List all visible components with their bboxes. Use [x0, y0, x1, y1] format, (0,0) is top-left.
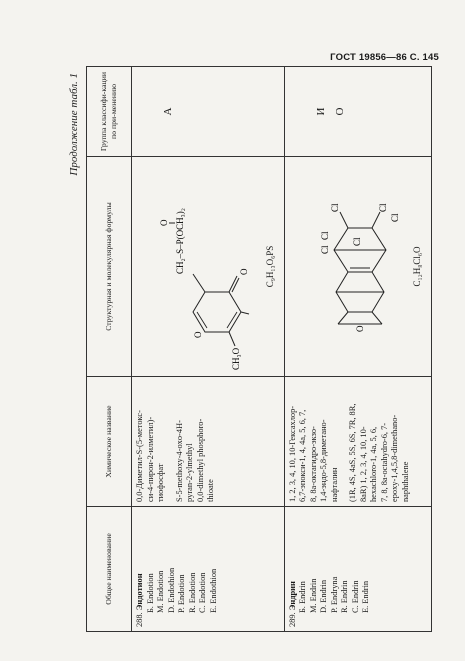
formula-cell	[284, 157, 431, 377]
col-common-name: Общее наименование	[87, 507, 132, 632]
rotated-table-page	[68, 67, 436, 632]
chlorine-4: Cl	[351, 237, 362, 246]
row-title: 288. Эндотион	[135, 573, 144, 627]
name-m: М. Endrin	[308, 578, 318, 613]
name-by: Б. Endotion	[145, 573, 155, 613]
chlorine-3: Cl	[329, 203, 340, 212]
name-r: R. Endrin	[340, 580, 350, 613]
name-d: D. Endrin	[319, 579, 329, 613]
molecular-formula: C₉H₁₃O₆PS	[264, 245, 275, 288]
name-c: C. Endrin	[350, 580, 360, 613]
name-e: E. Endothion	[208, 568, 218, 613]
col-group: Группа классифи-кации по при-менению	[87, 67, 132, 157]
epoxide-oxygen: O	[354, 325, 365, 332]
name-c: C. Endotion	[198, 572, 207, 613]
row-title: 289. Эндрин	[287, 581, 297, 627]
page-header: ГОСТ 19856—86 С. 145	[330, 52, 439, 63]
carbonyl-oxygen: O	[239, 268, 249, 275]
common-name-cell	[284, 507, 431, 632]
chlorine-5: Cl	[377, 203, 388, 212]
endrin-structure	[288, 162, 403, 372]
name-p: P. Endryna	[329, 576, 339, 613]
common-name-cell	[132, 507, 285, 632]
name-e: E. Endrin	[361, 580, 371, 613]
table-row	[284, 67, 431, 632]
name-by: Б. Endrin	[298, 581, 308, 613]
group-cell: И О	[284, 67, 431, 157]
table-header-row	[87, 67, 132, 632]
group-cell: А	[132, 67, 285, 157]
chemical-name-cell: 1, 2, 3, 4, 10, 10-Гексахлор- 6,7-эпокси-1, 4, 4a, 5, 6, 7, 8, 8a-октагидро-экзо- 1,4-эндо-5,8-диметано- нафталин (1R, 4S, 4aS, 5S, 6S, 7R, 8R, 8aR) 1, 2, 3, 4, 10, 10- hexachloro-1, 4a, 5, 6, 7, 8, 8a-octahydro-6, 7- epoxy-1,4,5,8-dimethano- naphthalene	[284, 377, 431, 507]
table-row	[132, 67, 285, 632]
chlorine-2: Cl	[319, 231, 330, 240]
methoxy-group: CH₃O	[231, 347, 241, 370]
col-formula: Структурная и молекулярная формулы	[87, 157, 132, 377]
name-m: М. Endotion	[156, 570, 165, 613]
name-r: R. Endotion	[187, 572, 197, 613]
chlorine-6: Cl	[389, 213, 400, 222]
ch2-group: CH₂–S–P(OCH₃)₂	[175, 208, 185, 274]
endothion-structure	[135, 162, 255, 372]
name-p: P. Endotion	[177, 574, 186, 613]
phosphoryl-oxygen: O	[159, 219, 169, 226]
substances-table	[86, 66, 432, 632]
name-d: D. Endothion	[166, 567, 176, 613]
ring-oxygen: O	[193, 331, 203, 338]
chemical-name-cell: 0,0-Диметил-S-(5-метокс- си-4-пирон-2-илметил)- тиофосфат S-5-methoxy-4-oxo-4H- pyran-2-ylmethyl 0,0-dimethyl phosphoro- thioate	[132, 377, 285, 507]
col-chemical-name: Химическое название	[87, 377, 132, 507]
chlorine-1: Cl	[319, 245, 330, 254]
formula-cell	[132, 157, 285, 377]
table-continuation-label: Продолжение табл. 1	[68, 73, 80, 176]
molecular-formula: C₁₂H₈Cl₆O	[412, 246, 423, 287]
